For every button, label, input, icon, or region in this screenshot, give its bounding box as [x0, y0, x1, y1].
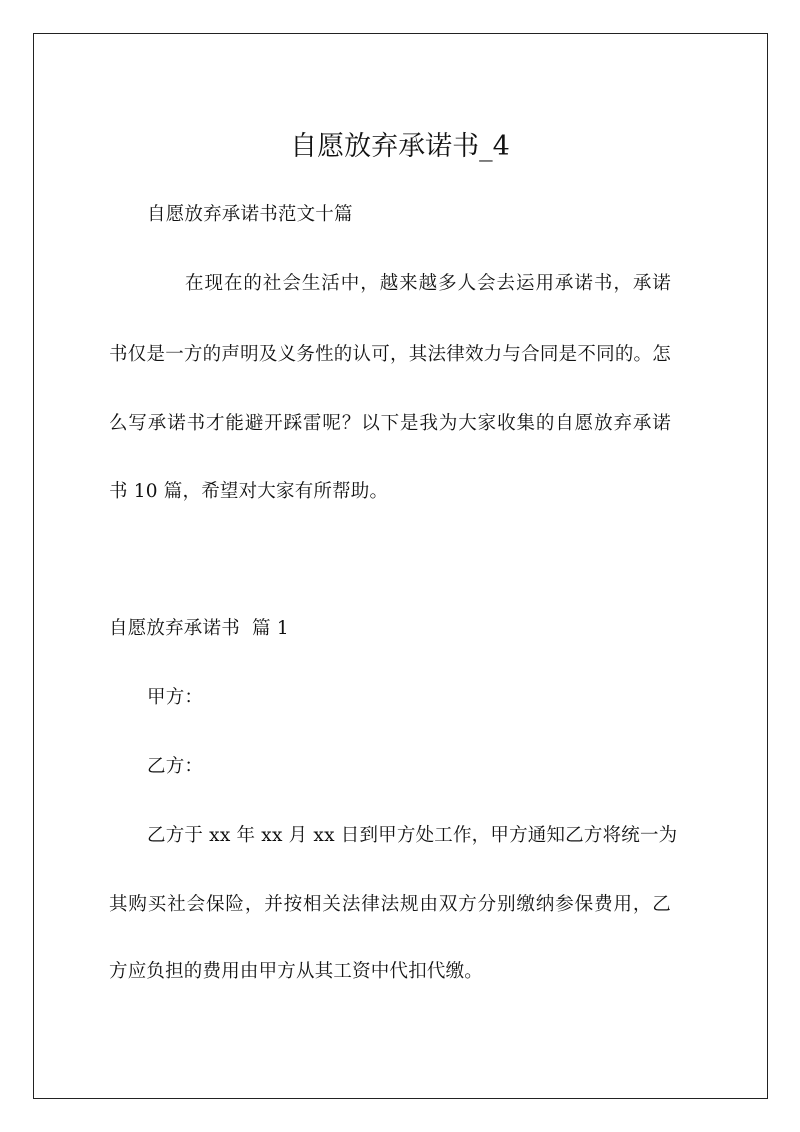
intro-line-3: 么写承诺书才能避开踩雷呢？以下是我为大家收集的自愿放弃承诺: [109, 413, 671, 434]
intro-line-2: 书仅是一方的声明及义务性的认可，其法律效力与合同是不同的。怎: [109, 344, 671, 365]
intro-line-1: 在现在的社会生活中，越来越多人会去运用承诺书，承诺: [185, 273, 671, 294]
document-title: 自愿放弃承诺书_4: [290, 131, 510, 162]
document-subtitle: 自愿放弃承诺书范文十篇: [147, 204, 353, 225]
party-b-label: 乙方：: [147, 756, 204, 777]
body-line-2: 其购买社会保险，并按相关法律法规由双方分别缴纳参保费用，乙: [109, 894, 671, 915]
party-a-label: 甲方：: [147, 687, 204, 708]
body-line-1: 乙方于 xx 年 xx 月 xx 日到甲方处工作，甲方通知乙方将统一为: [147, 825, 678, 846]
body-line-3: 方应负担的费用由甲方从其工资中代扣代缴。: [109, 961, 484, 982]
page-border: [33, 33, 768, 1099]
section-heading: 自愿放弃承诺书 篇 1: [109, 618, 289, 639]
intro-line-4: 书 10 篇，希望对大家有所帮助。: [109, 481, 389, 502]
